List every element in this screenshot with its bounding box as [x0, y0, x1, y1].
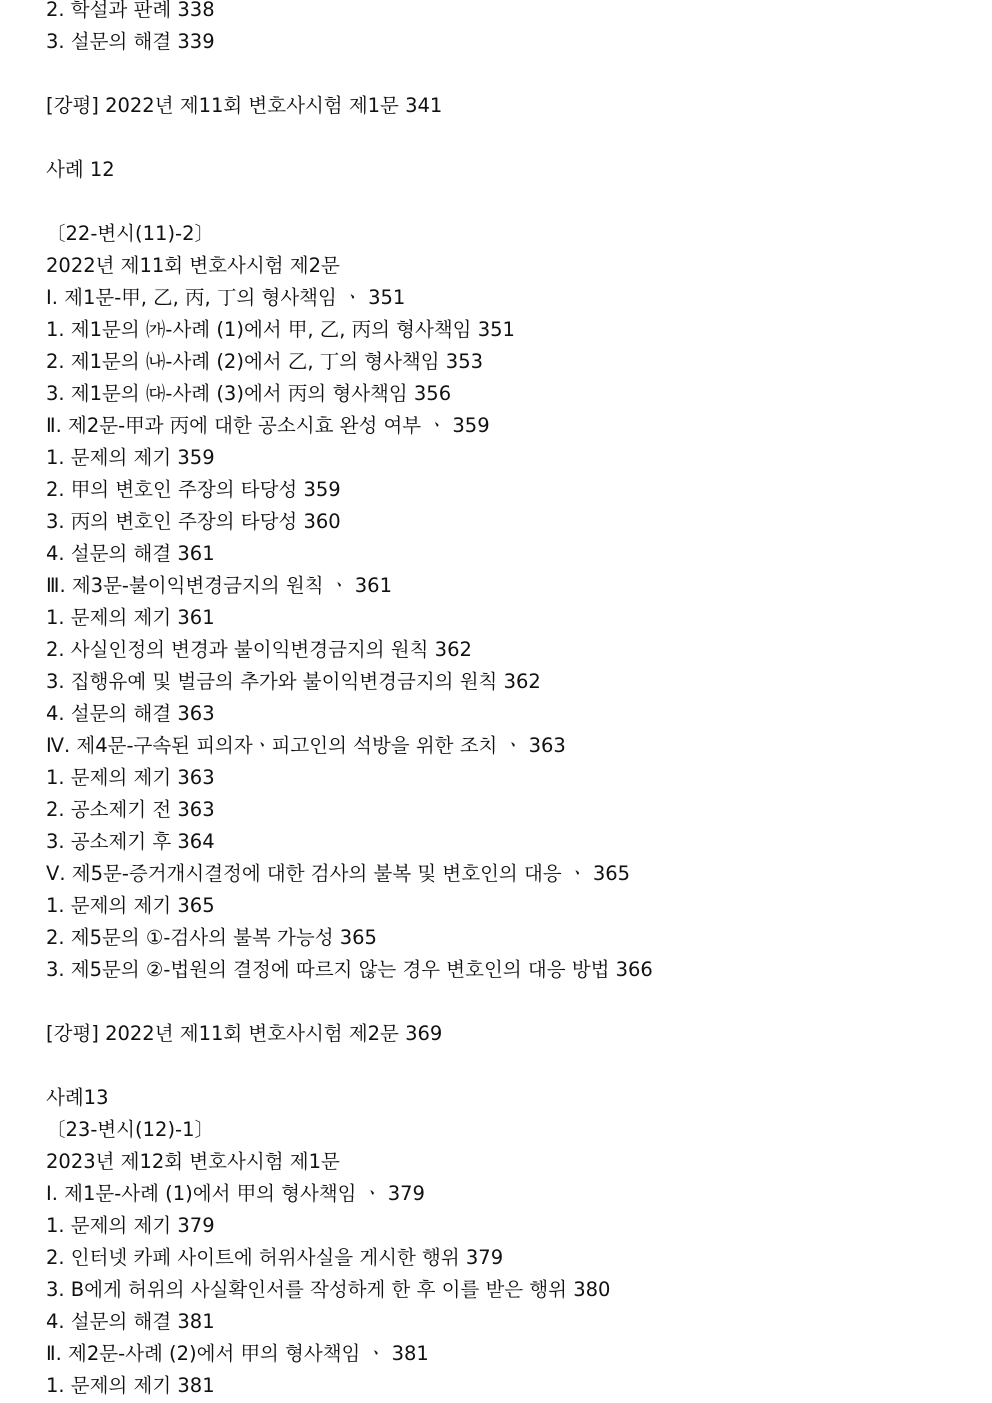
toc-entry: 3. 제5문의 ②-법원의 결정에 따르지 않는 경우 변호인의 대응 방법 366 [46, 958, 653, 981]
toc-entry: 3. 제1문의 ㈐-사례 (3)에서 丙의 형사책임 356 [46, 382, 452, 405]
toc-entry: 2022년 제11회 변호사시험 제2문 [46, 254, 340, 277]
toc-entry: [강평] 2022년 제11회 변호사시험 제1문 341 [46, 94, 443, 117]
toc-entry: 4. 설문의 해결 361 [46, 542, 215, 565]
toc-entry: 1. 제1문의 ㈎-사례 (1)에서 甲, 乙, 丙의 형사책임 351 [46, 318, 515, 341]
toc-entry: 2. 제1문의 ㈏-사례 (2)에서 乙, 丁의 형사책임 353 [46, 350, 484, 373]
toc-entry: 1. 문제의 제기 381 [46, 1374, 215, 1397]
toc-entry: 2. 제5문의 ①-검사의 불복 가능성 365 [46, 926, 377, 949]
toc-entry: 2. 인터넷 카페 사이트에 허위사실을 게시한 행위 379 [46, 1246, 504, 1269]
blank-line [46, 1050, 976, 1082]
toc-entry: 사례13 [46, 1086, 109, 1109]
toc-entry: Ⅲ. 제3문-불이익변경금지의 원칙 ㆍ 361 [46, 574, 392, 597]
toc-entry: 1. 문제의 제기 365 [46, 894, 215, 917]
toc-entry: Ⅰ. 제1문-사례 (1)에서 甲의 형사책임 ㆍ 379 [46, 1182, 425, 1205]
toc-entry: 2. 甲의 변호인 주장의 타당성 359 [46, 478, 341, 501]
toc-entry: 〔22-변시(11)-2〕 [46, 222, 214, 245]
toc-entry: 2. 공소제기 전 363 [46, 798, 215, 821]
toc-entry: 〔23-변시(12)-1〕 [46, 1118, 214, 1141]
toc-entry: 1. 문제의 제기 379 [46, 1214, 215, 1237]
toc-entry: 2023년 제12회 변호사시험 제1문 [46, 1150, 340, 1173]
blank-line [46, 186, 976, 218]
toc-entry: 3. 공소제기 후 364 [46, 830, 215, 853]
toc-entry: 3. 丙의 변호인 주장의 타당성 360 [46, 510, 341, 533]
table-of-contents [46, 0, 976, 1402]
blank-line [46, 122, 976, 154]
toc-entry: 1. 문제의 제기 361 [46, 606, 215, 629]
toc-entry: 2. 사실인정의 변경과 불이익변경금지의 원칙 362 [46, 638, 472, 661]
toc-entry: Ⅱ. 제2문-사례 (2)에서 甲의 형사책임 ㆍ 381 [46, 1342, 429, 1365]
toc-entry: 4. 설문의 해결 363 [46, 702, 215, 725]
toc-entry: 3. 집행유예 및 벌금의 추가와 불이익변경금지의 원칙 362 [46, 670, 541, 693]
toc-entry: 3. B에게 허위의 사실확인서를 작성하게 한 후 이를 받은 행위 380 [46, 1278, 611, 1301]
toc-entry: 2. 학설과 판례 338 [46, 0, 215, 21]
toc-entry: Ⅰ. 제1문-甲, 乙, 丙, 丁의 형사책임 ㆍ 351 [46, 286, 406, 309]
toc-entry: 4. 설문의 해결 381 [46, 1310, 215, 1333]
toc-entry: Ⅱ. 제2문-甲과 丙에 대한 공소시효 완성 여부 ㆍ 359 [46, 414, 490, 437]
blank-line [46, 986, 976, 1018]
toc-entry: [강평] 2022년 제11회 변호사시험 제2문 369 [46, 1022, 443, 1045]
toc-entry: 사례 12 [46, 158, 115, 181]
toc-entry: Ⅳ. 제4문-구속된 피의자ㆍ피고인의 석방을 위한 조치 ㆍ 363 [46, 734, 566, 757]
toc-entry: 3. 설문의 해결 339 [46, 30, 215, 53]
toc-entry: 1. 문제의 제기 359 [46, 446, 215, 469]
toc-entry: 1. 문제의 제기 363 [46, 766, 215, 789]
blank-line [46, 58, 976, 90]
toc-entry: Ⅴ. 제5문-증거개시결정에 대한 검사의 불복 및 변호인의 대응 ㆍ 365 [46, 862, 631, 885]
